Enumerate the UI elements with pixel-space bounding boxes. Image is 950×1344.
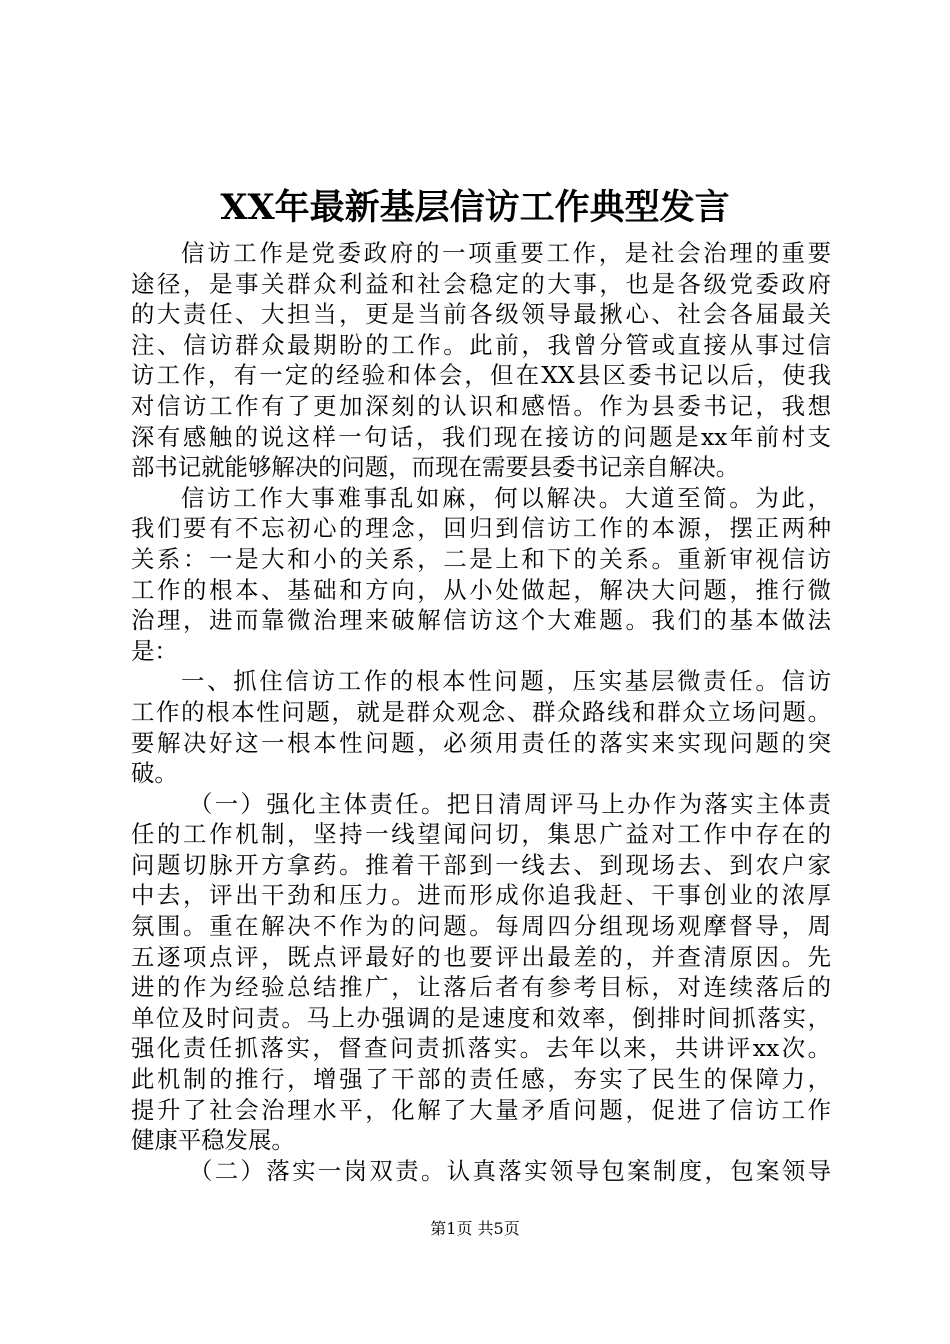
text-line: 要解决好这一根本性问题，必须用责任的落实来实现问题的突 xyxy=(131,728,831,757)
text-line: 任的工作机制，坚持一线望闻问切，集思广益对工作中存在的 xyxy=(131,820,831,849)
document-title: XX年最新基层信访工作典型发言 xyxy=(220,187,730,228)
text-line: 五逐项点评，既点评最好的也要评出最差的，并查清原因。先 xyxy=(131,942,831,971)
text-line: 氛围。重在解决不作为的问题。每周四分组现场观摩督导，周 xyxy=(131,912,831,941)
text-line: 访工作，有一定的经验和体会，但在XX县区委书记以后，使我 xyxy=(131,361,831,390)
text-line: 部书记就能够解决的问题，而现在需要县委书记亲自解决。 xyxy=(131,453,740,482)
text-line: 深有感触的说这样一句话，我们现在接访的问题是xx年前村支 xyxy=(131,422,831,451)
text-line: 提升了社会治理水平，化解了大量矛盾问题，促进了信访工作 xyxy=(131,1095,831,1124)
text-line: 我们要有不忘初心的理念，回归到信访工作的本源，摆正两种 xyxy=(131,514,831,543)
text-line: 问题切脉开方拿药。推着干部到一线去、到现场去、到农户家 xyxy=(131,850,831,879)
text-line: 中去，评出干劲和压力。进而形成你追我赶、干事创业的浓厚 xyxy=(131,881,831,910)
text-line: 单位及时问责。马上办强调的是速度和效率，倒排时间抓落实， xyxy=(131,1003,831,1032)
text-line: （二）落实一岗双责。认真落实领导包案制度，包案领导 xyxy=(189,1156,831,1185)
text-line: 关系：一是大和小的关系，二是上和下的关系。重新审视信访 xyxy=(131,544,831,573)
text-line: 是： xyxy=(131,636,178,665)
document-body xyxy=(131,238,831,1186)
text-line: 的大责任、大担当，更是当前各级领导最揪心、社会各届最关 xyxy=(131,300,831,329)
text-line: 注、信访群众最期盼的工作。此前，我曾分管或直接从事过信 xyxy=(131,330,831,359)
text-line: 工作的根本、基础和方向，从小处做起，解决大问题，推行微 xyxy=(131,575,831,604)
text-line: 一、抓住信访工作的根本性问题，压实基层微责任。信访 xyxy=(181,667,831,696)
text-line: 途径，是事关群众利益和社会稳定的大事，也是各级党委政府 xyxy=(131,269,831,298)
page-footer: 第1页 共5页 xyxy=(430,1219,520,1238)
text-line: 对信访工作有了更加深刻的认识和感悟。作为县委书记，我想 xyxy=(131,391,831,420)
text-line: 信访工作是党委政府的一项重要工作，是社会治理的重要 xyxy=(181,239,831,267)
text-line: 治理，进而靠微治理来破解信访这个大难题。我们的基本做法 xyxy=(131,606,831,635)
text-line: 此机制的推行，增强了干部的责任感，夯实了民生的保障力， xyxy=(131,1065,831,1094)
text-line: 破。 xyxy=(131,759,178,788)
text-line: 工作的根本性问题，就是群众观念、群众路线和群众立场问题。 xyxy=(131,697,831,726)
text-line: 强化责任抓落实，督查问责抓落实。去年以来，共讲评xx次。 xyxy=(131,1034,831,1063)
text-line: 信访工作大事难事乱如麻，何以解决。大道至简。为此， xyxy=(181,483,831,512)
text-line: （一）强化主体责任。把日清周评马上办作为落实主体责 xyxy=(189,789,831,818)
text-line: 健康平稳发展。 xyxy=(131,1126,295,1155)
text-line: 进的作为经验总结推广，让落后者有参考目标，对连续落后的 xyxy=(131,973,831,1002)
